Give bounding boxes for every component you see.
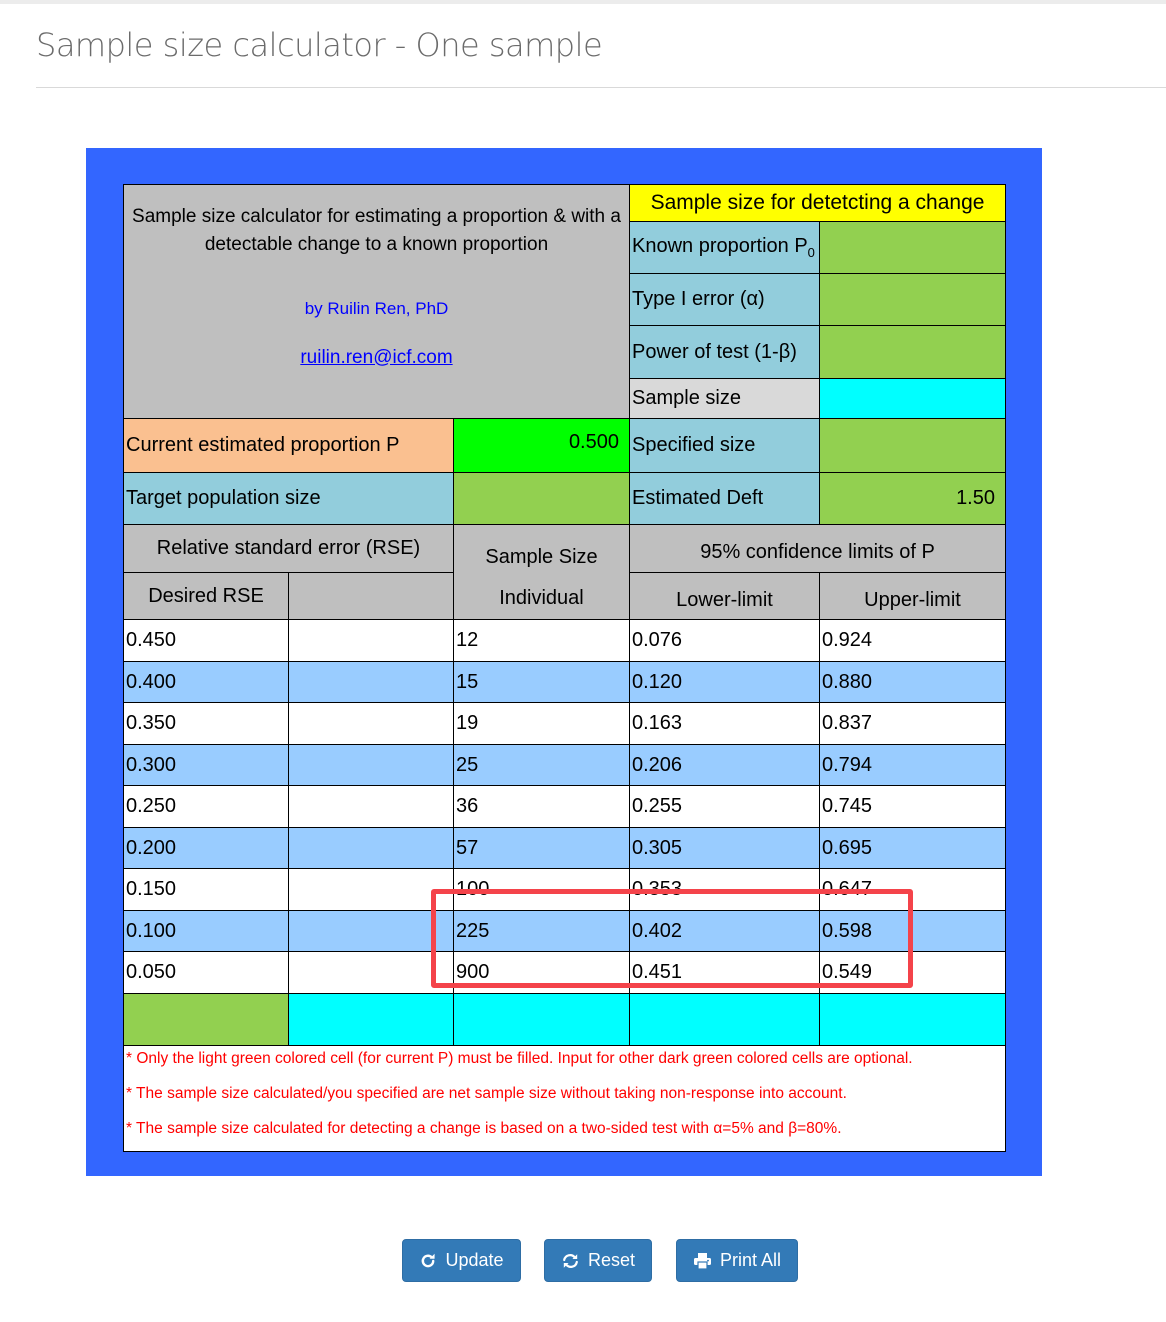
page-title: Sample size calculator - One sample <box>36 26 603 64</box>
note-item: * The sample size calculated for detecting a change is based on a two-sided test with α=5% and β=80%. <box>126 1120 842 1137</box>
known-proportion-input[interactable] <box>820 222 1006 274</box>
rse-group-header: Relative standard error (RSE) <box>124 525 454 573</box>
change-sample-size-value <box>820 379 1006 419</box>
sample-size-cell: 225 <box>454 911 630 952</box>
table-row <box>124 911 1006 952</box>
empty-cell <box>289 703 454 745</box>
title-divider <box>36 87 1166 88</box>
intro-title: Sample size calculator for estimating a proportion & with a detectable change to a known proportion <box>132 206 621 255</box>
reset-button-label: Reset <box>587 1250 636 1270</box>
custom-sample-size-cell <box>454 994 630 1046</box>
lower-limit-cell: 0.076 <box>630 620 820 662</box>
upper-limit-cell: 0.880 <box>820 662 1006 703</box>
rse-cell: 0.200 <box>124 828 289 869</box>
change-sample-size-label: Sample size <box>630 379 820 419</box>
target-population-input[interactable] <box>454 473 630 525</box>
table-row <box>124 703 1006 745</box>
upper-limit-cell: 0.745 <box>820 786 1006 828</box>
calculator-sheet <box>123 184 1006 1152</box>
sample-size-cell: 36 <box>454 786 630 828</box>
empty-cell <box>289 828 454 869</box>
note-item: * Only the light green colored cell (for current P) must be filled. Input for other dark green colored cells are optional. <box>126 1050 913 1067</box>
lower-limit-cell: 0.402 <box>630 911 820 952</box>
table-row <box>124 745 1006 786</box>
sample-size-cell: 12 <box>454 620 630 662</box>
custom-lower-limit-cell <box>630 994 820 1046</box>
change-panel-header: Sample size for detetcting a change <box>630 185 1006 222</box>
reset-button[interactable] <box>544 1239 652 1282</box>
upper-limit-cell: 0.837 <box>820 703 1006 745</box>
author-credit: by Ruilin Ren, PhD <box>304 299 449 318</box>
refresh-icon <box>419 1252 437 1270</box>
ci-group-header: 95% confidence limits of P <box>630 525 1006 573</box>
sample-size-header-label: Sample Size <box>485 546 598 568</box>
lower-limit-cell: 0.163 <box>630 703 820 745</box>
update-button[interactable] <box>402 1239 521 1282</box>
individual-header-label: Individual <box>499 587 584 609</box>
target-population-label: Target population size <box>124 473 454 525</box>
print-icon <box>693 1252 712 1270</box>
empty-cell <box>289 662 454 703</box>
lower-limit-cell: 0.451 <box>630 952 820 994</box>
type1-error-label: Type I error (α) <box>630 274 820 326</box>
top-bar <box>0 0 1166 4</box>
rse-cell: 0.450 <box>124 620 289 662</box>
sample-size-cell: 57 <box>454 828 630 869</box>
estimated-deft-input[interactable]: 1.50 <box>820 473 1006 525</box>
sample-size-cell: 15 <box>454 662 630 703</box>
table-row <box>124 828 1006 869</box>
current-p-label: Current estimated proportion P <box>124 419 454 473</box>
lower-limit-cell: 0.206 <box>630 745 820 786</box>
specified-size-input[interactable] <box>820 419 1006 473</box>
author-email-link[interactable]: ruilin.ren@icf.com <box>300 346 453 368</box>
empty-cell <box>289 620 454 662</box>
note-item: * The sample size calculated/you specified are net sample size without taking non-response into account. <box>126 1085 847 1102</box>
sample-size-cell: 900 <box>454 952 630 994</box>
upper-limit-cell: 0.598 <box>820 911 1006 952</box>
custom-upper-limit-cell <box>820 994 1006 1046</box>
notes-cell <box>124 1046 1006 1152</box>
lower-limit-cell: 0.353 <box>630 869 820 911</box>
print-all-button[interactable] <box>676 1239 798 1282</box>
sample-size-cell: 100 <box>454 869 630 911</box>
upper-limit-cell: 0.549 <box>820 952 1006 994</box>
table-row <box>124 786 1006 828</box>
desired-rse-header: Desired RSE <box>124 573 289 620</box>
sample-size-cell: 19 <box>454 703 630 745</box>
sync-icon <box>561 1252 580 1270</box>
empty-cell <box>289 952 454 994</box>
specified-size-label: Specified size <box>630 419 820 473</box>
empty-cell <box>289 745 454 786</box>
rse-cell: 0.400 <box>124 662 289 703</box>
upper-limit-header: Upper-limit <box>820 573 1006 620</box>
rse-cell: 0.100 <box>124 911 289 952</box>
action-buttons <box>0 1239 1166 1283</box>
rse-cell: 0.050 <box>124 952 289 994</box>
sample-size-cell: 25 <box>454 745 630 786</box>
upper-limit-cell: 0.647 <box>820 869 1006 911</box>
custom-input-row <box>124 994 1006 1046</box>
rse-cell: 0.150 <box>124 869 289 911</box>
empty-cell <box>289 911 454 952</box>
table-row <box>124 620 1006 662</box>
update-button-label: Update <box>445 1250 504 1270</box>
upper-limit-cell: 0.695 <box>820 828 1006 869</box>
lower-limit-cell: 0.305 <box>630 828 820 869</box>
custom-output-cell <box>289 994 454 1046</box>
power-label: Power of test (1-β) <box>630 326 820 379</box>
sample-size-header <box>454 525 630 620</box>
rse-cell: 0.300 <box>124 745 289 786</box>
table-row <box>124 662 1006 703</box>
blank-header <box>289 573 454 620</box>
intro-cell <box>124 185 630 419</box>
rse-cell: 0.250 <box>124 786 289 828</box>
power-input[interactable] <box>820 326 1006 379</box>
lower-limit-header: Lower-limit <box>630 573 820 620</box>
type1-error-input[interactable] <box>820 274 1006 326</box>
current-p-input[interactable]: 0.500 <box>454 419 630 473</box>
empty-cell <box>289 786 454 828</box>
table-row <box>124 952 1006 994</box>
known-proportion-label: Known proportion $P_0$ <box>630 222 820 274</box>
rse-cell: 0.350 <box>124 703 289 745</box>
lower-limit-cell: 0.255 <box>630 786 820 828</box>
print-all-button-label: Print All <box>719 1250 782 1270</box>
upper-limit-cell: 0.794 <box>820 745 1006 786</box>
estimated-deft-label: Estimated Deft <box>630 473 820 525</box>
table-row <box>124 869 1006 911</box>
empty-cell <box>289 869 454 911</box>
upper-limit-cell: 0.924 <box>820 620 1006 662</box>
lower-limit-cell: 0.120 <box>630 662 820 703</box>
custom-rse-input[interactable] <box>124 994 289 1046</box>
